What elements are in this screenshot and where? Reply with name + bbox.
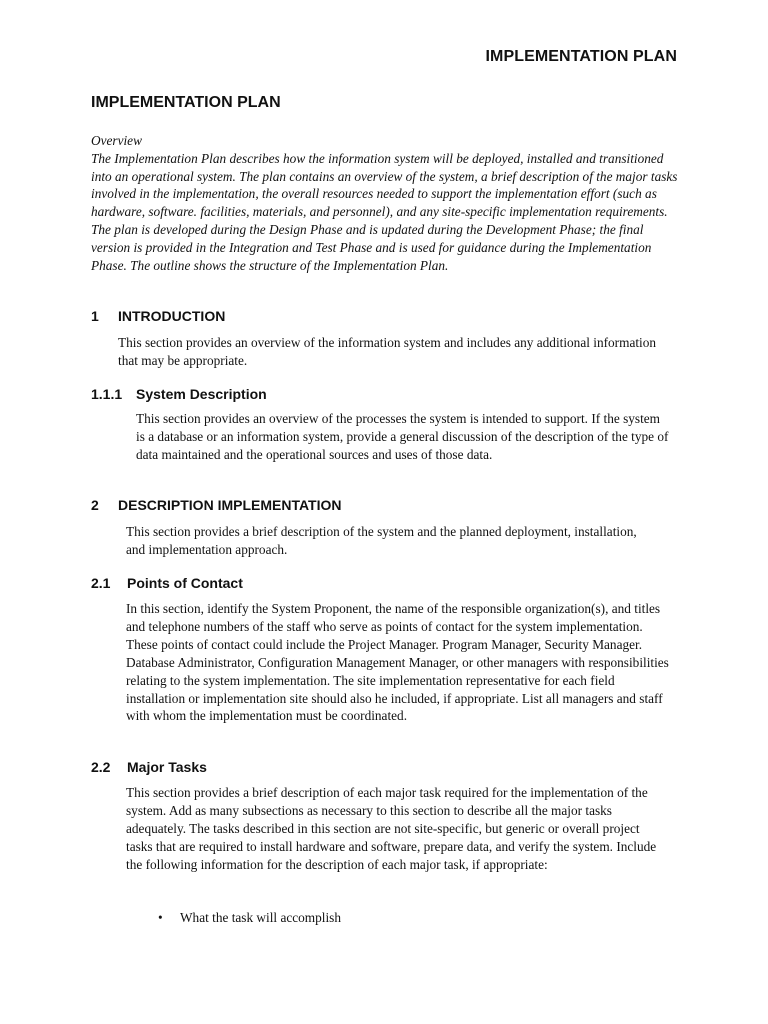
section-body-1-1-1: This section provides an overview of the processes the system is intended to support. If the system is a database or an information system, provide a general discussion of the description of the type of data maintained and the operational sources and uses of those data. — [136, 411, 669, 462]
section-title: System Description — [136, 386, 267, 402]
overview-block — [91, 132, 681, 274]
list-item-text: What the task will accomplish — [180, 910, 341, 925]
section-number: 1 — [91, 308, 99, 324]
running-header: IMPLEMENTATION PLAN — [485, 48, 677, 65]
section-title: Major Tasks — [127, 759, 207, 775]
section-title: DESCRIPTION IMPLEMENTATION — [118, 497, 342, 513]
section-heading-2 — [91, 497, 341, 513]
section-body-1: This section provides an overview of the information system and includes any additional information that may be appropriate. — [118, 335, 657, 368]
overview-text: The Implementation Plan describes how the information system will be deployed, installed and transitioned into an operational system. The plan contains an overview of the system, a brief description of the major tasks involved in the implementation, the overall resources needed to support the implementation effort (such as hardware, software. facilities, materials, and personnel), and any site-specific implementation requirements. The plan is developed during the Design Phase and is updated during the Development Phase; the final version is provided in the Integration and Test Phase and is used for guidance during the Implementation Phase. The outline shows the structure of the Implementation Plan. — [91, 150, 678, 273]
page-title: IMPLEMENTATION PLAN — [91, 94, 281, 111]
section-body-2-1: In this section, identify the System Proponent, the name of the responsible organization(s), and titles and telephone numbers of the staff who serve as points of contact for the system implementation. These points of contact could include the Project Manager. Program Manager, Security Manager. Database Administrator, Configuration Management Manager, or other managers with responsibilities relating to the system implementation. The site implementation representative for each field installation or implementation site should also he included, if appropriate. List all managers and staff with whom the implementation must be coordinated. — [126, 601, 669, 724]
section-number: 1.1.1 — [91, 386, 123, 402]
section-heading-1-1-1 — [91, 386, 267, 402]
overview-label: Overview — [91, 133, 142, 148]
section-number: 2.2 — [91, 759, 111, 775]
section-heading-2-1 — [91, 575, 243, 591]
section-heading-1 — [91, 308, 225, 324]
section-title: Points of Contact — [127, 575, 243, 591]
bullet-icon: • — [158, 910, 163, 925]
section-heading-2-2 — [91, 759, 207, 775]
section-title: INTRODUCTION — [118, 308, 226, 324]
section-number: 2.1 — [91, 575, 111, 591]
section-number: 2 — [91, 497, 99, 513]
section-body-2: This section provides a brief description of the system and the planned deployment, installation, and implementation approach. — [126, 524, 637, 557]
section-body-2-2: This section provides a brief description of each major task required for the implementation of the system. Add as many subsections as necessary to this section to describe all the major tasks adequately. The tasks described in this section are not site-specific, but generic or overall project tasks that are required to install hardware and software, prepare data, and verify the system. Include the following information for the description of each major task, if appropriate: — [126, 785, 657, 872]
